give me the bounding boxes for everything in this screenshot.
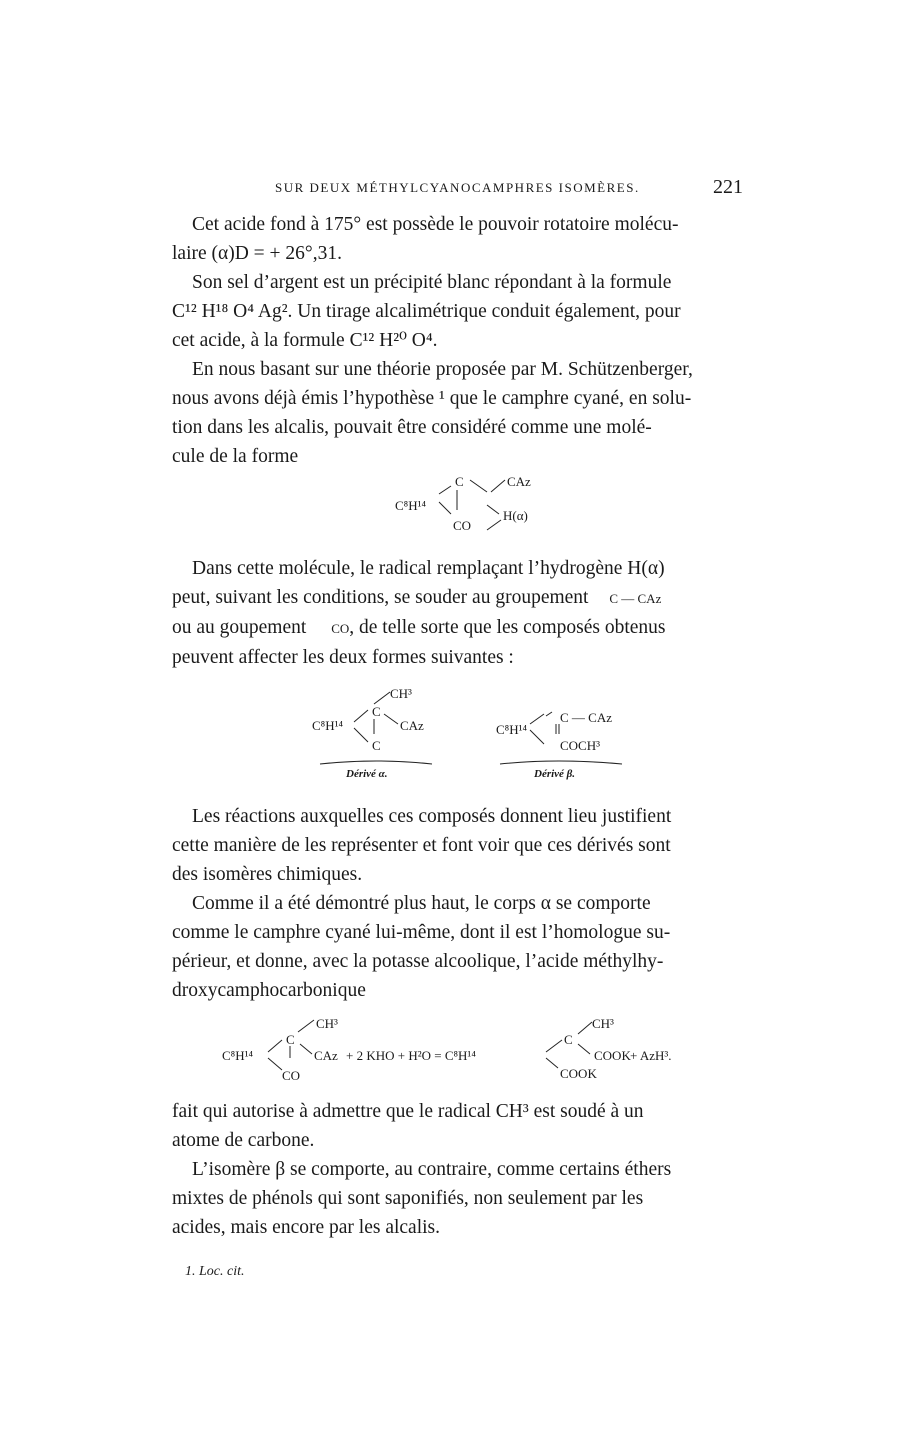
beta-left: C⁸H¹⁴: [496, 722, 528, 737]
beta-bottom: COCH³: [560, 738, 601, 753]
footnote: 1. Loc. cit.: [185, 1264, 245, 1279]
paragraph-4-line-3-text-b: , de telle sorte que les composés obtenus: [349, 617, 666, 638]
text-block-1: [172, 210, 746, 471]
paragraph-5-line-3: des isomères chimiques.: [172, 864, 363, 885]
paragraph-6-line-4: droxycamphocarbonique: [172, 980, 366, 1001]
beta-top: C — CAz: [560, 710, 612, 725]
paragraph-1-line-1: Cet acide fond à 175° est possède le pouvoir rotatoire molécu-: [192, 214, 679, 235]
paragraph-5-line-2: cette manière de les représenter et font voir que ces dérivés sont: [172, 835, 671, 856]
caption-derive-alpha: Dérivé α.: [346, 768, 388, 780]
paragraph-6-line-1: Comme il a été démontré plus haut, le corps α se comporte: [192, 893, 651, 914]
formula-1-left: C⁸H¹⁴: [395, 498, 427, 513]
paragraph-6-line-2: comme le camphre cyané lui-même, dont il est l’homologue su-: [172, 922, 671, 943]
alpha-c: C: [372, 704, 381, 719]
reaction-c: C: [286, 1032, 295, 1047]
header-title: SUR DEUX MÉTHYLCYANOCAMPHRES ISOMÈRES.: [275, 180, 640, 195]
paragraph-7-line-1: fait qui autorise à admettre que le radical CH³ est soudé à un: [172, 1101, 644, 1122]
paragraph-5-line-1: Les réactions auxquelles ces composés donnent lieu justifient: [192, 806, 672, 827]
text-block-3: [172, 802, 746, 1005]
paragraph-8-line-1: L’isomère β se comporte, au contraire, comme certains éthers: [192, 1159, 672, 1180]
page-number: 221: [713, 176, 743, 198]
reaction-end: + AzH³.: [630, 1048, 672, 1063]
paragraph-2-line-1: Son sel d’argent est un précipité blanc répondant à la formule: [192, 272, 672, 293]
paragraph-2-line-3: cet acide, à la formule C¹² H²⁰ O⁴.: [172, 330, 438, 351]
paragraph-2-line-2: C¹² H¹⁸ O⁴ Ag². Un tirage alcalimétrique conduit également, pour: [172, 301, 681, 322]
reaction-cook-1: COOK: [594, 1048, 631, 1063]
reaction-ch3-b: CH³: [592, 1016, 614, 1031]
paragraph-3-line-3: tion dans les alcalis, pouvait être considéré comme une molé-: [172, 417, 652, 438]
reaction-cook-2: COOK: [560, 1066, 597, 1081]
paragraph-6-line-3: périeur, et donne, avec la potasse alcoolique, l’acide méthylhy-: [172, 951, 664, 972]
group-co: CO: [331, 621, 350, 636]
alpha-c2: C: [372, 738, 381, 753]
paragraph-4-line-3: [172, 613, 746, 643]
reaction-left: C⁸H¹⁴: [222, 1048, 254, 1063]
reaction-middle: + 2 KHO + H²O = C⁸H¹⁴: [346, 1048, 476, 1063]
reaction-ch3: CH³: [316, 1016, 338, 1031]
paragraph-4-line-1: Dans cette molécule, le radical remplaçant l’hydrogène H(α): [192, 558, 665, 579]
text-block-4: [172, 1097, 746, 1242]
paragraph-3-line-1: En nous basant sur une théorie proposée par M. Schützenberger,: [192, 359, 693, 380]
reaction-cyan: CAz: [314, 1048, 338, 1063]
reaction-co: CO: [282, 1068, 301, 1083]
paragraph-1-line-2: laire (α)D = + 26°,31.: [172, 243, 342, 264]
formula-1-co: CO: [453, 518, 472, 533]
paragraph-4-line-2: [172, 583, 746, 613]
paragraph-4-line-2-text: peut, suivant les conditions, se souder au groupement: [172, 587, 589, 608]
alpha-cyan: CAz: [400, 718, 424, 733]
paragraph-7-line-2: atome de carbone.: [172, 1130, 315, 1151]
paragraph-8-line-3: acides, mais encore par les alcalis.: [172, 1217, 441, 1238]
paragraph-3-line-4: cule de la forme: [172, 446, 299, 467]
formula-derives: [312, 686, 632, 786]
alpha-left: C⁸H¹⁴: [312, 718, 344, 733]
formula-1-h: H(α): [503, 508, 528, 523]
formula-camphre-cyane: [395, 472, 555, 534]
group-c-caz: C — CAz: [609, 591, 662, 606]
paragraph-8-line-2: mixtes de phénols qui sont saponifiés, non seulement par les: [172, 1188, 644, 1209]
reaction-c-b: C: [564, 1032, 573, 1047]
paragraph-4-line-3-text-a: ou au goupement: [172, 617, 307, 638]
alpha-ch3: CH³: [390, 686, 412, 701]
formula-1-c: C: [455, 474, 464, 489]
formula-reaction: [222, 1016, 702, 1086]
paragraph-4-line-4: peuvent affecter les deux formes suivantes :: [172, 647, 514, 668]
caption-derive-beta: Dérivé β.: [534, 768, 576, 780]
formula-1-cyan: CAz: [507, 474, 531, 489]
text-block-2: [172, 554, 746, 672]
paragraph-3-line-2: nous avons déjà émis l’hypothèse ¹ que le camphre cyané, en solu-: [172, 388, 692, 409]
